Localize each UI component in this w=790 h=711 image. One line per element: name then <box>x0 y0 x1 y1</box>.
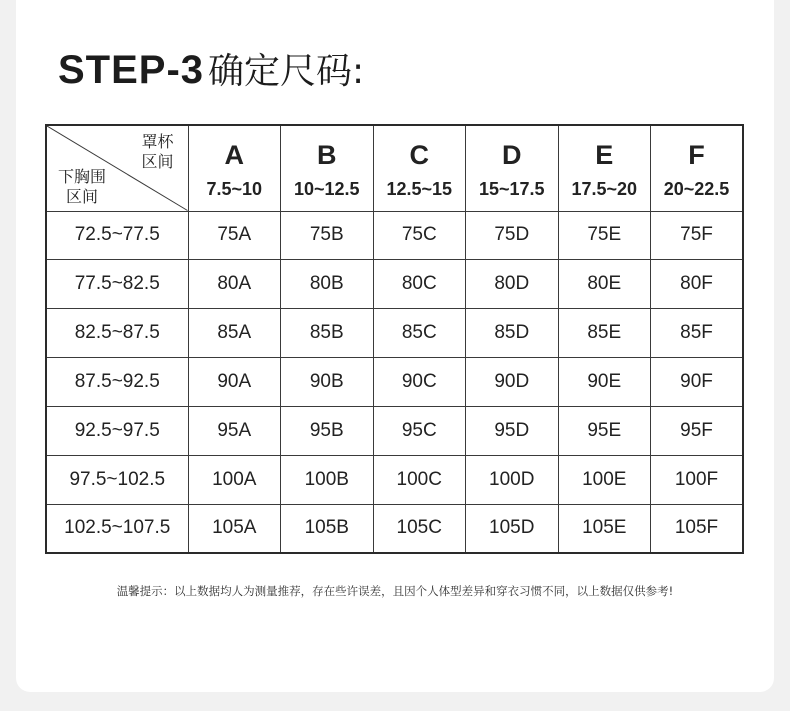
size-cell: 105D <box>466 504 559 553</box>
cup-header <box>188 125 281 211</box>
title-text: 确定尺码: <box>208 51 365 92</box>
size-cell: 95D <box>466 406 559 455</box>
size-cell: 85C <box>373 309 466 358</box>
size-cell: 100B <box>281 455 374 504</box>
cup-letter: F <box>688 140 705 171</box>
cup-range: 20~22.5 <box>663 179 730 200</box>
size-cell: 80F <box>651 260 744 309</box>
cup-letter: A <box>224 140 244 171</box>
size-cell: 100C <box>373 455 466 504</box>
underbust-range-label: 下胸围 区间 <box>57 166 106 206</box>
size-cell: 75B <box>281 211 374 260</box>
size-cell: 90D <box>466 358 559 407</box>
size-cell: 105E <box>558 504 651 553</box>
size-cell: 80A <box>188 260 281 309</box>
size-cell: 90A <box>188 358 281 407</box>
underbust-range: 82.5~87.5 <box>46 309 188 358</box>
cup-range: 15~17.5 <box>478 179 545 200</box>
size-cell: 100A <box>188 455 281 504</box>
cup-letter: E <box>595 140 614 171</box>
cup-range: 7.5~10 <box>206 179 263 200</box>
underbust-range: 92.5~97.5 <box>46 406 188 455</box>
cup-range-label: 罩杯 区间 <box>141 132 174 171</box>
size-cell: 75C <box>373 211 466 260</box>
table-row <box>46 358 743 407</box>
size-cell: 75F <box>651 211 744 260</box>
size-cell: 95E <box>558 406 651 455</box>
underbust-range: 77.5~82.5 <box>46 260 188 309</box>
size-cell: 75E <box>558 211 651 260</box>
cup-header <box>373 125 466 211</box>
cup-header <box>558 125 651 211</box>
table-row <box>46 211 743 260</box>
size-cell: 90B <box>281 358 374 407</box>
size-cell: 105C <box>373 504 466 553</box>
size-cell: 85E <box>558 309 651 358</box>
size-cell: 75A <box>188 211 281 260</box>
size-cell: 80D <box>466 260 559 309</box>
size-cell: 90E <box>558 358 651 407</box>
table-row <box>46 455 743 504</box>
cup-range: 12.5~15 <box>386 179 453 200</box>
cup-header <box>651 125 744 211</box>
cup-letter: B <box>317 140 337 171</box>
size-cell: 105F <box>651 504 744 553</box>
table-row <box>46 309 743 358</box>
size-chart-table <box>45 124 744 554</box>
size-cell: 80C <box>373 260 466 309</box>
size-cell: 85D <box>466 309 559 358</box>
underbust-range: 102.5~107.5 <box>46 504 188 553</box>
table-row <box>46 406 743 455</box>
size-cell: 100E <box>558 455 651 504</box>
size-cell: 85F <box>651 309 744 358</box>
table-row <box>46 260 743 309</box>
size-cell: 95C <box>373 406 466 455</box>
size-cell: 80E <box>558 260 651 309</box>
table-header-row <box>46 125 743 211</box>
size-cell: 75D <box>466 211 559 260</box>
size-cell: 90F <box>651 358 744 407</box>
size-cell: 90C <box>373 358 466 407</box>
page-title <box>58 38 364 104</box>
size-cell: 95A <box>188 406 281 455</box>
underbust-range: 97.5~102.5 <box>46 455 188 504</box>
cup-range: 17.5~20 <box>571 179 638 200</box>
corner-cell <box>46 125 188 211</box>
cup-header <box>466 125 559 211</box>
size-cell: 80B <box>281 260 374 309</box>
cup-letter: C <box>409 140 429 171</box>
table-row <box>46 504 743 553</box>
size-cell: 85A <box>188 309 281 358</box>
size-cell: 95B <box>281 406 374 455</box>
size-cell: 105A <box>188 504 281 553</box>
cup-letter: D <box>502 140 522 171</box>
size-cell: 85B <box>281 309 374 358</box>
underbust-range: 87.5~92.5 <box>46 358 188 407</box>
size-cell: 100D <box>466 455 559 504</box>
cup-range: 10~12.5 <box>293 179 360 200</box>
size-disclaimer: 温馨提示：以上数据均人为测量推荐，存在些许误差，且因个人体型差异和穿衣习惯不同，以上数据仅供参考! <box>116 584 674 598</box>
cup-header <box>281 125 374 211</box>
size-cell: 105B <box>281 504 374 553</box>
step-label: STEP-3 <box>58 48 205 92</box>
underbust-range: 72.5~77.5 <box>46 211 188 260</box>
size-cell: 95F <box>651 406 744 455</box>
size-cell: 100F <box>651 455 744 504</box>
